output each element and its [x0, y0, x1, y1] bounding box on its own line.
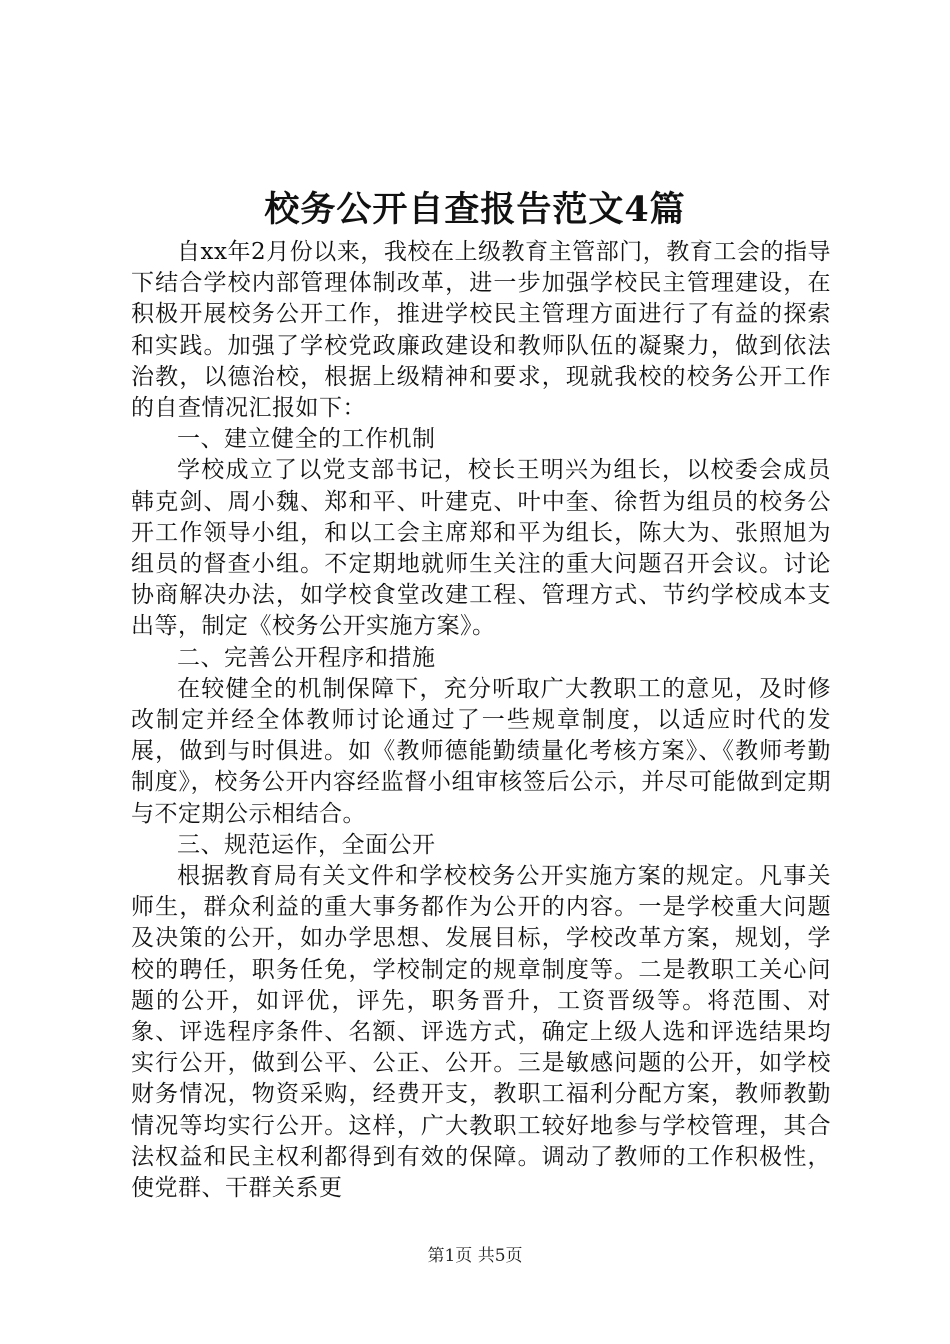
paragraph-operation: 根据教育局有关文件和学校校务公开实施方案的规定。凡事关师生，群众利益的重大事务都作为公开的内容。一是学校重大问题及决策的公开，如办学思想、发展目标，学校改革方案，规划，学校的聘任，职务任免，学校制定的规章制度等。二是教职工关心问题的公开，如评优，评先，职务晋升，工资晋级等。将范围、对象、评选程序条件、名额、评选方式，确定上级人选和评选结果均实行公开，做到公平、公正、公开。三是敏感问题的公开，如学校财务情况，物资采购，经费开支，教职工福利分配方案，教师教勤情况等均实行公开。这样，广大教职工较好地参与学校管理，其合法权益和民主权利都得到有效的保障。调动了教师的工作积极性，使党群、干群关系更 — [131, 863, 831, 1202]
section-heading-1: 一、建立健全的工作机制 — [177, 426, 436, 453]
section-heading-3: 三、规范运作，全面公开 — [177, 831, 436, 858]
paragraph-intro: 自xx年2月份以来，我校在上级教育主管部门，教育工会的指导下结合学校内部管理体制改革，进一步加强学校民主管理建设，在积极开展校务公开工作，推进学校民主管理方面进行了有益的探索和实践。加强了学校党政廉政建设和教师队伍的凝聚力，做到依法治教，以德治校，根据上级精神和要求，现就我校的校务公开工作的自查情况汇报如下： — [131, 239, 831, 422]
document-body — [131, 237, 831, 1204]
paragraph-mechanism: 学校成立了以党支部书记，校长王明兴为组长，以校委会成员韩克剑、周小魏、郑和平、叶建克、叶中奎、徐哲为组员的校务公开工作领导小组，和以工会主席郑和平为组长，陈大为、张照旭为组员的督查小组。不定期地就师生关注的重大问题召开会议。讨论协商解决办法，如学校食堂改建工程、管理方式、节约学校成本支出等，制定《校务公开实施方案》。 — [131, 457, 831, 640]
section-heading-2: 二、完善公开程序和措施 — [177, 644, 436, 671]
paragraph-procedures: 在较健全的机制保障下，充分听取广大教职工的意见，及时修改制定并经全体教师讨论通过了一些规章制度，以适应时代的发展，做到与时俱进。如《教师德能勤绩量化考核方案》、《教师考勤制度》，校务公开内容经监督小组审核签后公示，并尽可能做到定期与不定期公示相结合。 — [131, 675, 831, 827]
page-number-footer: 第1页 共5页 — [427, 1246, 523, 1266]
document-title: 校务公开自查报告范文4篇 — [264, 189, 686, 230]
